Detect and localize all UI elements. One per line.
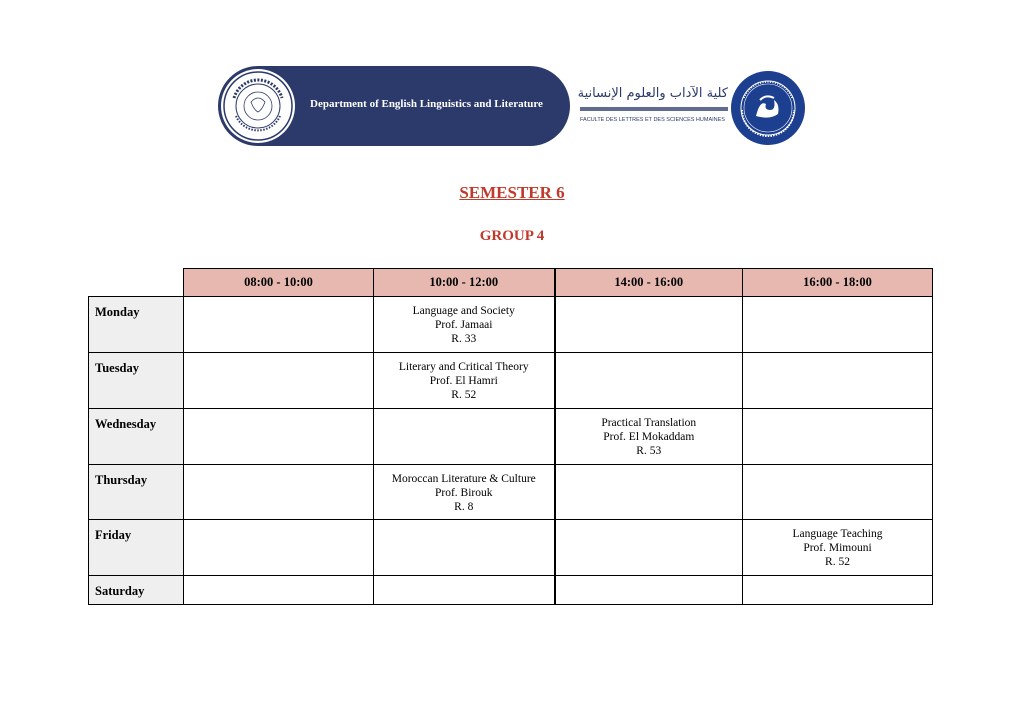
course-cell [374,297,555,353]
timetable-row [89,409,933,465]
day-label: Saturday [89,576,184,605]
empty-slot-cell [374,576,555,605]
timetable-row [89,520,933,576]
empty-slot-cell [374,520,555,576]
department-name: Department of English Linguistics and Literature [310,98,543,110]
timetable-row [89,297,933,353]
empty-slot-cell [184,409,374,465]
course-cell [374,353,555,409]
course-room: R. 33 [451,333,477,345]
empty-slot-cell [555,465,743,520]
university-seal-logo [730,70,806,146]
course-room: R. 53 [636,445,662,457]
empty-slot-cell [555,576,743,605]
day-label: Thursday [89,465,184,520]
empty-slot-cell [184,576,374,605]
day-label: Wednesday [89,409,184,465]
empty-slot-cell [555,353,743,409]
time-slot-header: 14:00 - 16:00 [555,269,743,297]
timetable-row [89,576,933,605]
empty-slot-cell [184,353,374,409]
timetable [88,268,933,605]
course-room: R. 52 [451,389,477,401]
faculty-name-arabic: كلية الآداب والعلوم الإنسانية [577,86,728,101]
faculty-name-amazigh [580,107,728,111]
timetable-row [89,465,933,520]
timetable-row [89,353,933,409]
empty-slot-cell [184,297,374,353]
empty-slot-cell [555,520,743,576]
day-label: Monday [89,297,184,353]
course-room: R. 52 [825,556,850,568]
course-cell [374,465,555,520]
course-name: Moroccan Literature & Culture [391,473,536,485]
time-slot-header: 10:00 - 12:00 [374,269,555,297]
course-name: Literary and Critical Theory [398,361,529,373]
department-seal-logo [220,68,296,144]
empty-slot-cell [184,465,374,520]
faculty-logo [577,80,730,130]
timetable-corner [89,269,184,297]
course-name: Practical Translation [601,417,697,429]
timetable-body [89,297,933,605]
time-slot-header: 16:00 - 18:00 [743,269,933,297]
course-professor: Prof. Mimouni [803,542,872,554]
semester-title: SEMESTER 6 [459,183,565,202]
empty-slot-cell [743,576,933,605]
empty-slot-cell [743,409,933,465]
course-name: Language Teaching [792,528,883,540]
course-professor: Prof. Jamaai [435,319,493,331]
course-name: Language and Society [412,305,515,317]
course-professor: Prof. El Mokaddam [603,431,695,443]
course-professor: Prof. Birouk [435,487,493,499]
time-slot-header: 08:00 - 10:00 [184,269,374,297]
department-banner [218,66,570,146]
empty-slot-cell [374,409,555,465]
course-room: R. 8 [454,501,474,513]
day-label: Friday [89,520,184,576]
empty-slot-cell [743,297,933,353]
group-title: GROUP 4 [479,228,545,244]
course-cell [743,520,933,576]
faculty-name-french: FACULTE DES LETTRES ET DES SCIENCES HUMAINES [580,117,725,123]
empty-slot-cell [743,353,933,409]
empty-slot-cell [555,297,743,353]
course-cell [555,409,743,465]
timetable-header-row [89,269,933,297]
empty-slot-cell [743,465,933,520]
course-professor: Prof. El Hamri [429,375,498,387]
day-label: Tuesday [89,353,184,409]
empty-slot-cell [184,520,374,576]
